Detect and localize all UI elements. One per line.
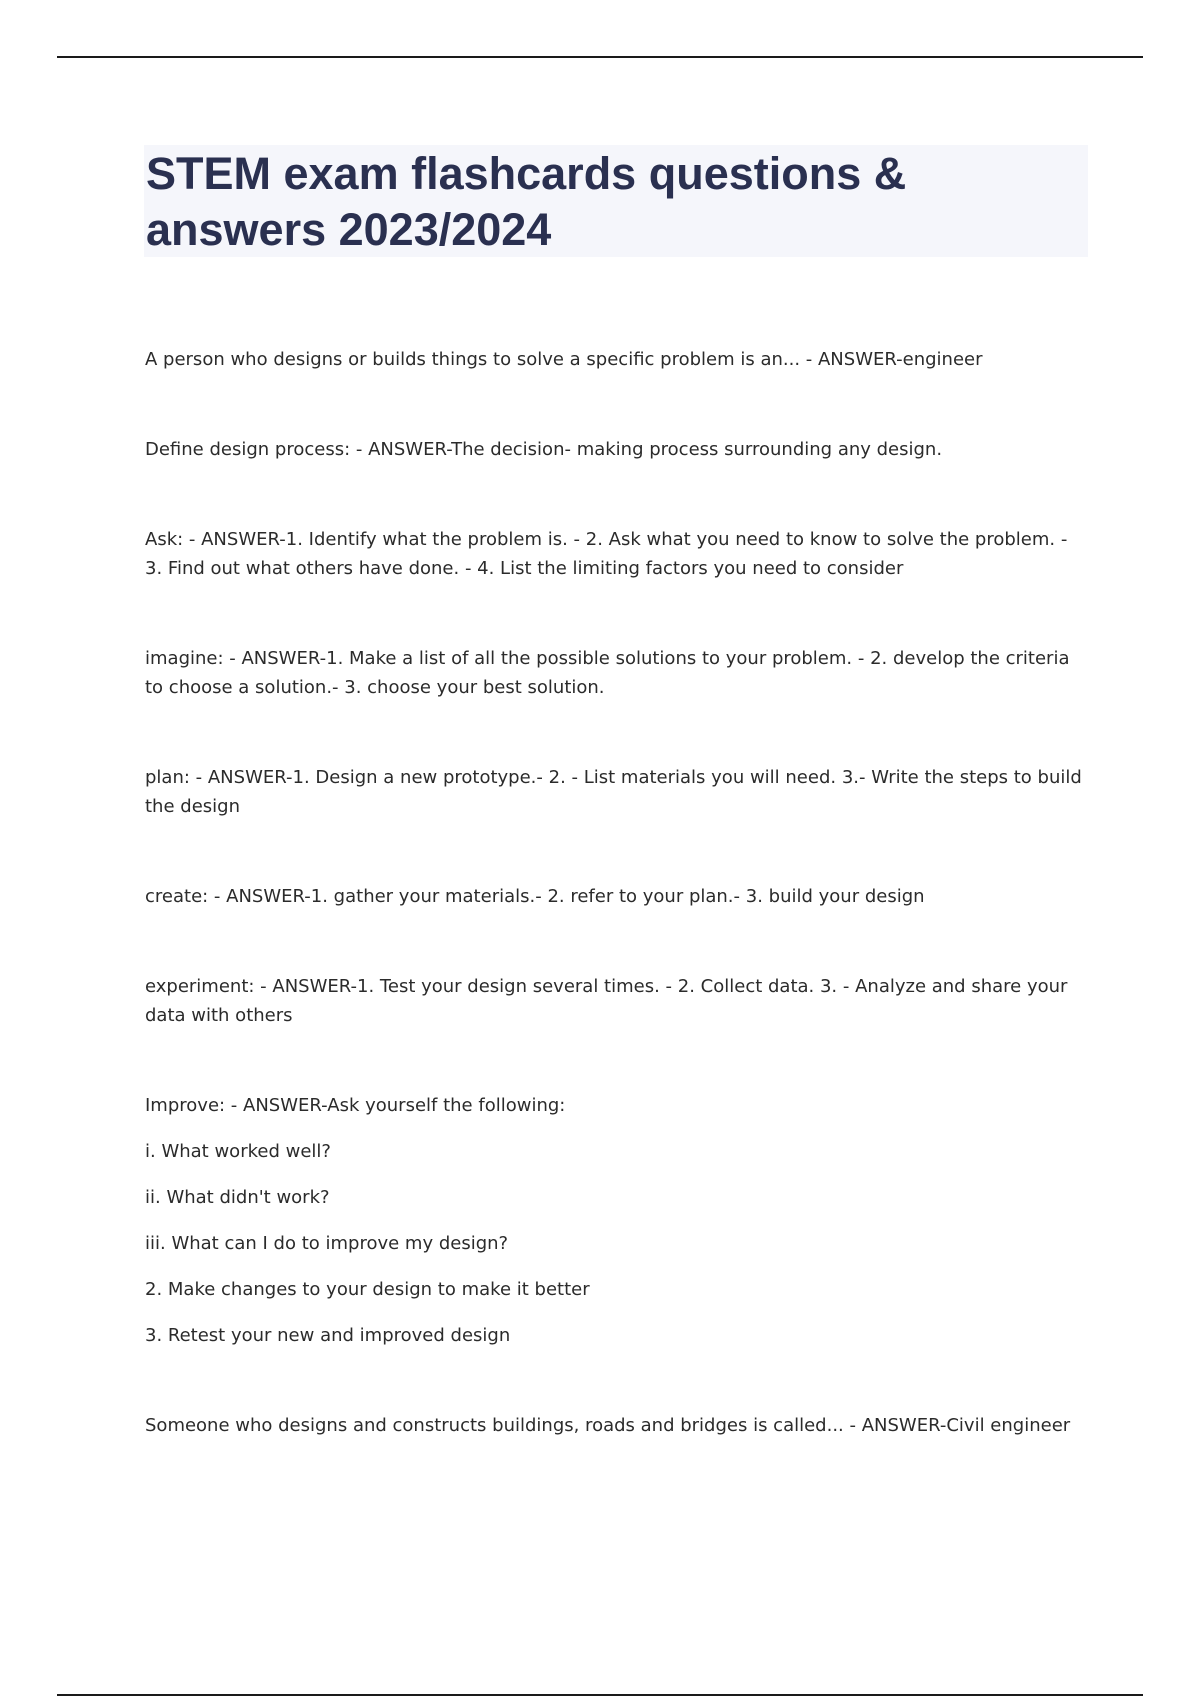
improve-line: ii. What didn't work? <box>145 1187 330 1208</box>
flashcard-improve: Improve: - ANSWER-Ask yourself the following: <box>145 1095 566 1116</box>
flashcard-civil-engineer: Someone who designs and constructs buildings, roads and bridges is called... - ANSWER-Civil engineer <box>145 1415 1071 1436</box>
bottom-rule <box>57 1694 1143 1696</box>
top-rule <box>57 56 1143 58</box>
flashcard-plan: plan: - ANSWER-1. Design a new prototype.- 2. - List materials you will need. 3.- Write the steps to build the design <box>145 767 1082 817</box>
improve-line: i. What worked well? <box>145 1141 331 1162</box>
flashcard-list <box>145 345 1090 1440</box>
flashcard-ask: Ask: - ANSWER-1. Identify what the problem is. - 2. Ask what you need to know to solve the problem. - 3. Find out what others have done. - 4. List the limiting factors you need to consider <box>145 529 1068 579</box>
page-title: STEM exam flashcards questions & answers 2023/2024 <box>146 148 907 255</box>
improve-line: 2. Make changes to your design to make it better <box>145 1279 590 1300</box>
flashcard-engineer: A person who designs or builds things to solve a specific problem is an... - ANSWER-engineer <box>145 349 983 370</box>
improve-line: iii. What can I do to improve my design? <box>145 1233 509 1254</box>
flashcard-imagine: imagine: - ANSWER-1. Make a list of all the possible solutions to your problem. - 2. develop the criteria to choose a solution.- 3. choose your best solution. <box>145 648 1070 698</box>
flashcard-experiment: experiment: - ANSWER-1. Test your design several times. - 2. Collect data. 3. - Analyze and share your data with others <box>145 976 1068 1026</box>
flashcard-create: create: - ANSWER-1. gather your materials.- 2. refer to your plan.- 3. build your design <box>145 886 925 907</box>
improve-line: 3. Retest your new and improved design <box>145 1325 511 1346</box>
flashcard-design-process: Define design process: - ANSWER-The decision- making process surrounding any design. <box>145 439 943 460</box>
